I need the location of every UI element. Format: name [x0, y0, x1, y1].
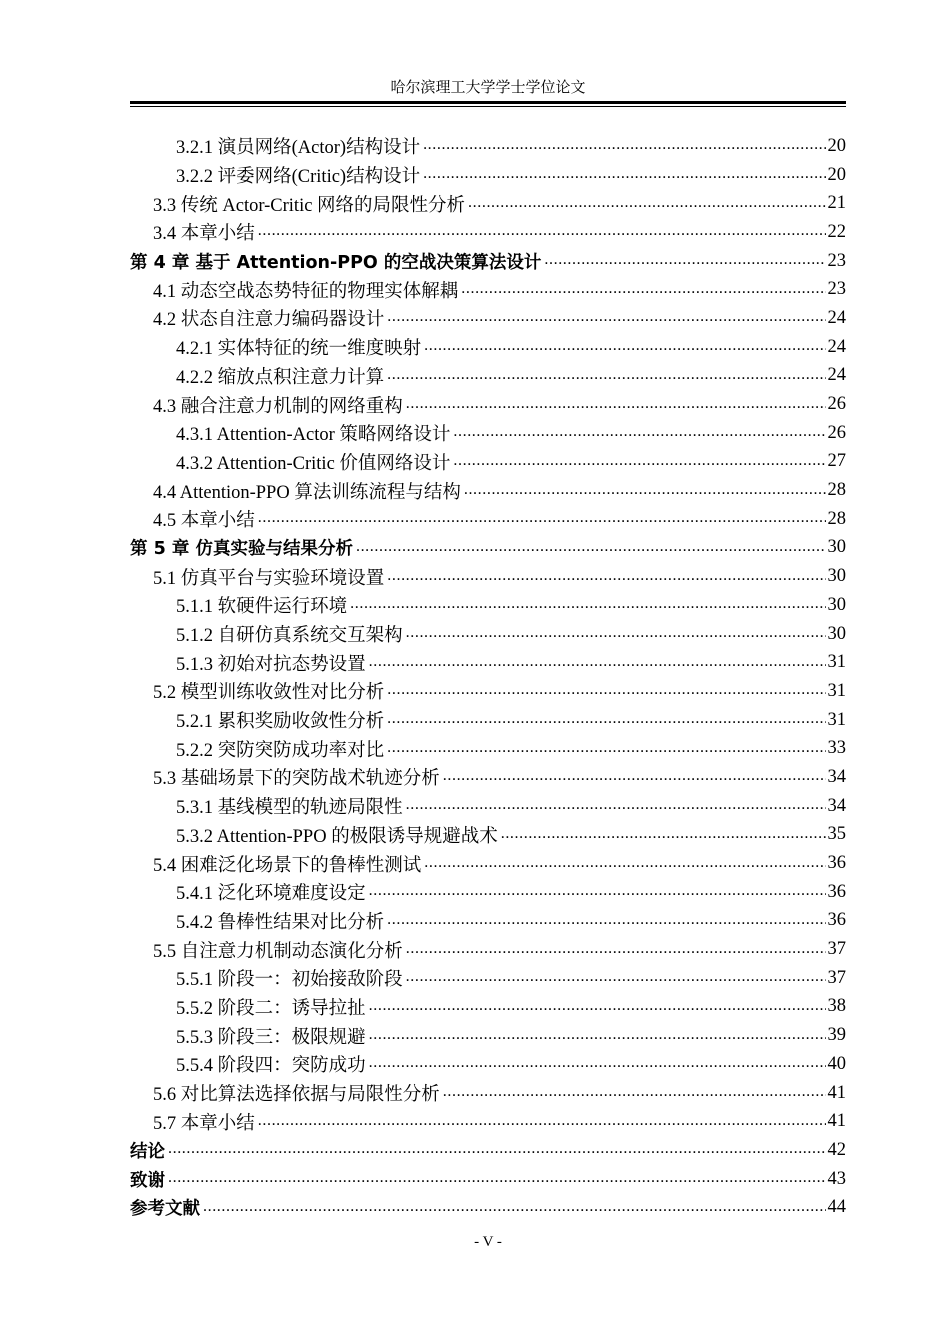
- toc-dot-leader: [501, 825, 826, 845]
- toc-entry-page: 31: [827, 680, 846, 701]
- toc-dot-leader: [464, 481, 826, 501]
- toc-entry-title: 5.2 模型训练收敛性对比分析: [153, 683, 385, 704]
- toc-dot-leader: [424, 337, 825, 357]
- toc-entry[interactable]: [130, 1050, 846, 1079]
- toc-entry-page: 23: [827, 279, 846, 300]
- toc-entry-title: 4.1 动态空战态势特征的物理实体解耦: [153, 281, 459, 302]
- toc-entry-title: 4.3 融合注意力机制的网络重构: [153, 396, 403, 417]
- toc-entry[interactable]: [130, 1165, 846, 1194]
- toc-entry-page: 34: [827, 766, 846, 787]
- toc-entry-page: 39: [827, 1025, 846, 1046]
- toc-entry-title: 5.1.1 软硬件运行环境: [176, 597, 348, 618]
- toc-entry[interactable]: [130, 734, 846, 763]
- toc-entry-page: 37: [827, 939, 846, 960]
- toc-dot-leader: [406, 395, 826, 415]
- toc-entry-page: 23: [827, 250, 846, 271]
- toc-entry-title: 5.5.1 阶段一：初始接敌阶段: [176, 970, 403, 991]
- toc-dot-leader: [423, 136, 825, 156]
- toc-dot-leader: [461, 280, 825, 300]
- toc-entry[interactable]: [130, 390, 846, 419]
- toc-entry-title: 结论: [130, 1141, 165, 1162]
- toc-entry-title: 4.5 本章小结: [153, 511, 255, 532]
- toc-entry-title: 5.3.1 基线模型的轨迹局限性: [176, 798, 403, 819]
- toc-entry-page: 36: [827, 910, 846, 931]
- toc-dot-leader: [369, 1054, 826, 1074]
- toc-entry-title: 3.4 本章小结: [153, 224, 255, 245]
- toc-dot-leader: [369, 1026, 826, 1046]
- toc-dot-leader: [468, 194, 825, 214]
- toc-entry-page: 37: [827, 967, 846, 988]
- toc-entry-title: 4.3.1 Attention-Actor 策略网络设计: [176, 425, 451, 446]
- toc-dot-leader: [406, 968, 826, 988]
- toc-entry[interactable]: [130, 677, 846, 706]
- toc-dot-leader: [453, 423, 825, 443]
- toc-entry[interactable]: [130, 275, 846, 304]
- toc-entry[interactable]: [130, 161, 846, 190]
- toc-entry[interactable]: [130, 362, 846, 391]
- toc-dot-leader: [387, 739, 825, 759]
- toc-entry-title: 参考文献: [130, 1199, 200, 1220]
- toc-entry-title: 5.6 对比算法选择依据与局限性分析: [153, 1085, 440, 1106]
- toc-entry[interactable]: [130, 304, 846, 333]
- toc-entry[interactable]: [130, 534, 846, 563]
- toc-dot-leader: [453, 452, 825, 472]
- toc-entry-page: 30: [827, 537, 846, 558]
- toc-entry-title: 5.5 自注意力机制动态演化分析: [153, 941, 403, 962]
- toc-entry[interactable]: [130, 476, 846, 505]
- toc-entry-title: 3.2.1 演员网络(Actor)结构设计: [176, 138, 421, 159]
- toc-entry-title: 5.4.1 泛化环境难度设定: [176, 884, 366, 905]
- toc-entry-title: 5.3.2 Attention-PPO 的极限诱导规避战术: [176, 826, 498, 847]
- toc-entry-title: 5.1 仿真平台与实验环境设置: [153, 568, 385, 589]
- toc-entry-page: 30: [827, 623, 846, 644]
- toc-entry[interactable]: [130, 448, 846, 477]
- toc-entry-page: 33: [827, 738, 846, 759]
- toc-dot-leader: [406, 940, 826, 960]
- toc-entry-page: 40: [827, 1053, 846, 1074]
- toc-entry-page: 31: [827, 652, 846, 673]
- toc-entry-page: 36: [827, 853, 846, 874]
- toc-entry[interactable]: [130, 821, 846, 850]
- toc-dot-leader: [356, 538, 826, 558]
- toc-entry-page: 26: [827, 394, 846, 415]
- toc-dot-leader: [387, 911, 825, 931]
- toc-entry-page: 41: [827, 1082, 846, 1103]
- toc-entry[interactable]: [130, 648, 846, 677]
- toc-entry-page: 21: [827, 193, 846, 214]
- toc-entry-title: 3.2.2 评委网络(Critic)结构设计: [176, 167, 421, 188]
- toc-dot-leader: [350, 595, 825, 615]
- toc-entry-title: 4.2.2 缩放点积注意力计算: [176, 367, 385, 388]
- toc-dot-leader: [387, 308, 825, 328]
- toc-entry-title: 5.3 基础场景下的突防战术轨迹分析: [153, 769, 440, 790]
- toc-dot-leader: [168, 1169, 826, 1189]
- toc-dot-leader: [423, 165, 825, 185]
- toc-entry-title: 4.2.1 实体特征的统一维度映射: [176, 339, 422, 360]
- toc-entry[interactable]: [130, 132, 846, 161]
- toc-entry[interactable]: [130, 562, 846, 591]
- table-of-contents: [130, 132, 846, 1222]
- toc-dot-leader: [406, 624, 826, 644]
- toc-entry[interactable]: [130, 333, 846, 362]
- toc-entry-page: 34: [827, 795, 846, 816]
- toc-entry-page: 35: [827, 824, 846, 845]
- toc-entry-title: 3.3 传统 Actor-Critic 网络的局限性分析: [153, 195, 466, 216]
- toc-dot-leader: [258, 222, 826, 242]
- toc-entry-title: 5.2.1 累积奖励收敛性分析: [176, 712, 385, 733]
- toc-entry-page: 20: [827, 164, 846, 185]
- toc-entry-title: 第 5 章 仿真实验与结果分析: [130, 539, 353, 560]
- toc-dot-leader: [424, 854, 825, 874]
- toc-entry[interactable]: [130, 1079, 846, 1108]
- toc-entry-title: 4.3.2 Attention-Critic 价值网络设计: [176, 453, 451, 474]
- page-number: - V -: [474, 1234, 502, 1250]
- toc-entry[interactable]: [130, 218, 846, 247]
- toc-entry-title: 致谢: [130, 1170, 165, 1191]
- toc-entry-title: 5.4 困难泛化场景下的鲁棒性测试: [153, 855, 422, 876]
- toc-entry-page: 41: [827, 1111, 846, 1132]
- toc-entry-page: 36: [827, 881, 846, 902]
- toc-dot-leader: [203, 1198, 826, 1218]
- toc-entry[interactable]: [130, 792, 846, 821]
- toc-entry[interactable]: [130, 1021, 846, 1050]
- toc-entry-page: 30: [827, 566, 846, 587]
- toc-entry-page: 38: [827, 996, 846, 1017]
- toc-entry-title: 5.4.2 鲁棒性结果对比分析: [176, 912, 385, 933]
- toc-entry[interactable]: [130, 878, 846, 907]
- toc-entry-title: 4.2 状态自注意力编码器设计: [153, 310, 385, 331]
- toc-entry-title: 5.7 本章小结: [153, 1113, 255, 1134]
- toc-dot-leader: [369, 882, 826, 902]
- toc-entry[interactable]: [130, 591, 846, 620]
- toc-entry-page: 26: [827, 422, 846, 443]
- toc-entry-page: 20: [827, 135, 846, 156]
- toc-entry-page: 30: [827, 594, 846, 615]
- toc-entry[interactable]: [130, 505, 846, 534]
- toc-entry[interactable]: [130, 620, 846, 649]
- toc-entry[interactable]: [130, 993, 846, 1022]
- toc-entry[interactable]: [130, 1107, 846, 1136]
- toc-dot-leader: [544, 251, 825, 271]
- toc-entry-page: 42: [827, 1139, 846, 1160]
- toc-entry-page: 24: [827, 365, 846, 386]
- toc-entry[interactable]: [130, 935, 846, 964]
- running-header: 哈尔滨理工大学学士学位论文: [390, 80, 586, 96]
- toc-entry-title: 5.5.4 阶段四：突防成功: [176, 1056, 366, 1077]
- toc-entry-title: 5.2.2 突防突防成功率对比: [176, 740, 385, 761]
- toc-entry[interactable]: [130, 706, 846, 735]
- toc-entry-page: 24: [827, 307, 846, 328]
- toc-entry-title: 5.1.2 自研仿真系统交互架构: [176, 626, 403, 647]
- header-rule-thin: [130, 106, 846, 107]
- toc-dot-leader: [387, 681, 825, 701]
- toc-entry[interactable]: [130, 964, 846, 993]
- toc-entry-page: 27: [827, 451, 846, 472]
- toc-entry-page: 43: [827, 1168, 846, 1189]
- toc-entry-page: 44: [827, 1197, 846, 1218]
- toc-dot-leader: [387, 366, 825, 386]
- toc-entry[interactable]: [130, 1136, 846, 1165]
- toc-entry-title: 5.5.3 阶段三：极限规避: [176, 1027, 366, 1048]
- toc-entry[interactable]: [130, 1193, 846, 1222]
- toc-dot-leader: [369, 997, 826, 1017]
- toc-dot-leader: [258, 1112, 826, 1132]
- header-rule-thick: [130, 101, 846, 104]
- toc-entry-page: 31: [827, 709, 846, 730]
- toc-entry-page: 28: [827, 508, 846, 529]
- toc-entry-title: 4.4 Attention-PPO 算法训练流程与结构: [153, 482, 461, 503]
- toc-entry-title: 5.1.3 初始对抗态势设置: [176, 654, 366, 675]
- toc-dot-leader: [406, 796, 826, 816]
- toc-dot-leader: [387, 710, 825, 730]
- toc-entry[interactable]: [130, 763, 846, 792]
- toc-entry[interactable]: [130, 419, 846, 448]
- toc-dot-leader: [443, 767, 826, 787]
- toc-entry-page: 22: [827, 221, 846, 242]
- toc-dot-leader: [443, 1083, 826, 1103]
- toc-entry-title: 第 4 章 基于 Attention-PPO 的空战决策算法设计: [130, 252, 542, 273]
- toc-entry-page: 28: [827, 480, 846, 501]
- toc-dot-leader: [369, 653, 826, 673]
- toc-entry-page: 24: [827, 336, 846, 357]
- toc-entry[interactable]: [130, 849, 846, 878]
- toc-dot-leader: [387, 567, 825, 587]
- toc-entry[interactable]: [130, 247, 846, 276]
- toc-entry-title: 5.5.2 阶段二：诱导拉扯: [176, 998, 366, 1019]
- toc-entry[interactable]: [130, 189, 846, 218]
- toc-dot-leader: [168, 1140, 826, 1160]
- toc-dot-leader: [258, 509, 826, 529]
- toc-entry[interactable]: [130, 907, 846, 936]
